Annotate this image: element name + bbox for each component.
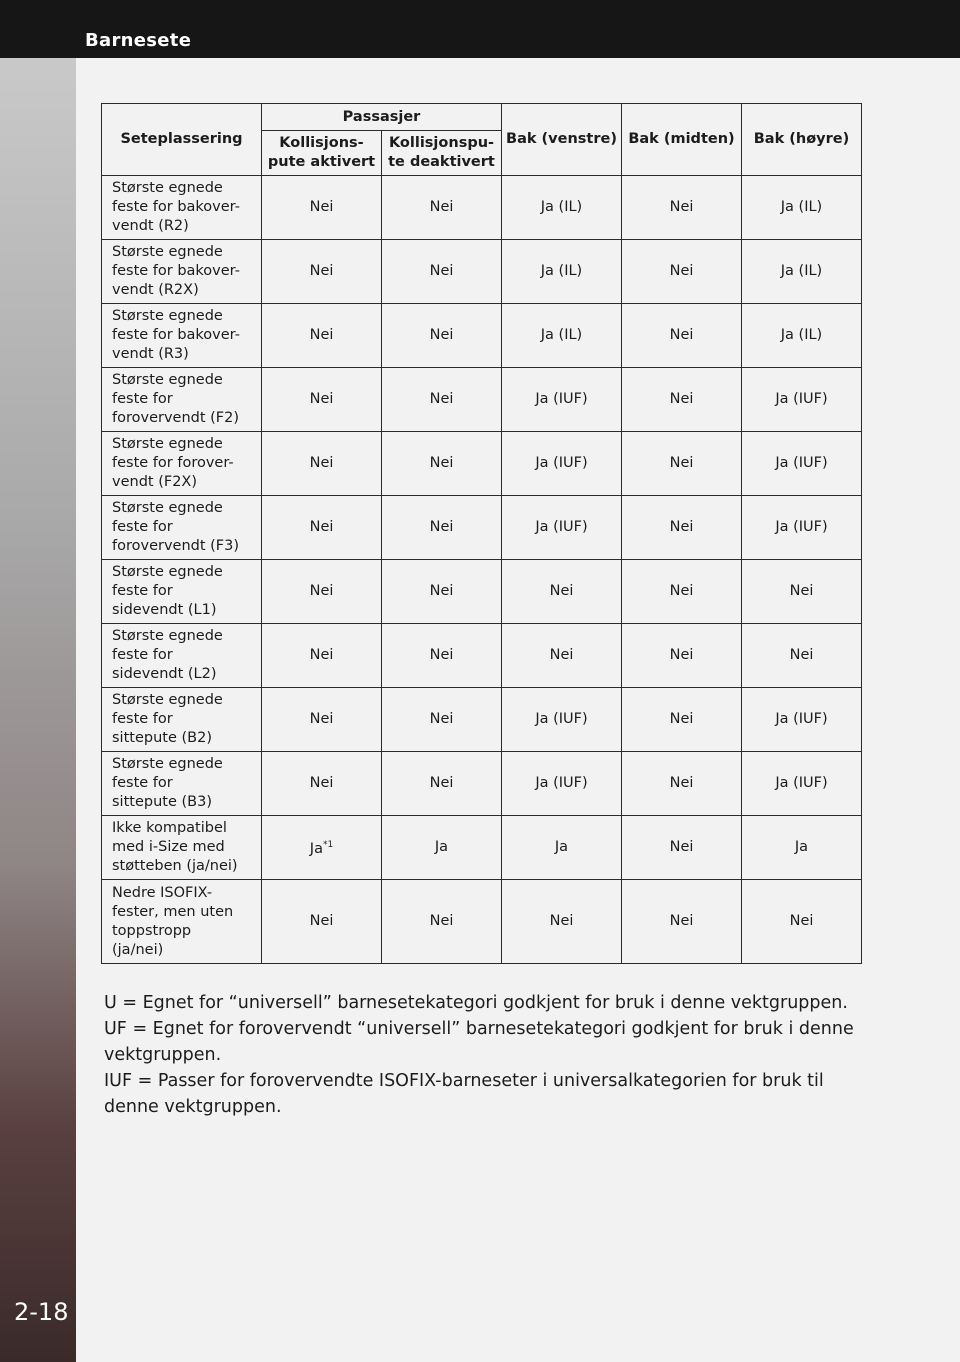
cell-value: Ja (IUF) (775, 775, 828, 791)
table-row (102, 560, 862, 624)
cell-value: Nei (429, 263, 454, 279)
table-cell (502, 560, 622, 624)
row-label: Største egnede feste for sittepute (B2) (102, 688, 262, 752)
cell-value: Ja (309, 841, 323, 857)
footnote-uf: UF = Egnet for forovervendt “universell” barnesetekategori godkjent for bruk i denne vektgruppen. (104, 1019, 854, 1065)
table-cell (262, 496, 382, 560)
table-cell (742, 688, 862, 752)
cell-value: Ja (IUF) (775, 391, 828, 407)
table-cell (382, 240, 502, 304)
table-cell (622, 688, 742, 752)
table-row (102, 432, 862, 496)
row-label: Største egnede feste for bakover- vendt (R2) (102, 176, 262, 240)
cell-value: Nei (429, 711, 454, 727)
footnote-marker: *1 (322, 840, 334, 850)
cell-value: Ja (554, 839, 569, 855)
table-cell (502, 240, 622, 304)
cell-value: Ja (794, 839, 809, 855)
table-cell (502, 432, 622, 496)
table-cell (502, 624, 622, 688)
cell-value: Ja (IUF) (775, 455, 828, 471)
cell-value: Nei (669, 263, 694, 279)
row-label: Største egnede feste for sidevendt (L1) (102, 560, 262, 624)
cell-value: Ja (IUF) (535, 711, 588, 727)
table-cell (382, 752, 502, 816)
table-row (102, 240, 862, 304)
cell-value: Ja (IL) (780, 263, 823, 279)
cell-value: Nei (669, 519, 694, 535)
cell-value: Ja (IL) (540, 327, 583, 343)
table-cell (382, 624, 502, 688)
table-cell (622, 368, 742, 432)
footnote-u: U = Egnet for “universell” barnesetekategori godkjent for bruk i denne vektgruppen. (104, 993, 848, 1013)
cell-value: Nei (669, 647, 694, 663)
table-cell (502, 816, 622, 880)
table-cell (502, 688, 622, 752)
table-cell (382, 432, 502, 496)
footnote-iuf: IUF = Passer for forovervendte ISOFIX-barneseter i universalkategorien for bruk til denne vektgruppen. (104, 1071, 824, 1117)
table-cell (262, 816, 382, 880)
table-cell (262, 688, 382, 752)
cell-value: Nei (549, 583, 574, 599)
row-label: Største egnede feste for sittepute (B3) (102, 752, 262, 816)
header-bar (0, 0, 960, 58)
cell-value: Nei (789, 583, 814, 599)
cell-value: Ja (IL) (540, 263, 583, 279)
header-airbag-off: Kollisjonspu- te deaktivert (382, 131, 502, 176)
table-cell (262, 368, 382, 432)
cell-value: Ja (IUF) (775, 519, 828, 535)
header-airbag-on: Kollisjons- pute aktivert (262, 131, 382, 176)
cell-value: Ja (IL) (780, 199, 823, 215)
footnotes (104, 990, 874, 1120)
cell-value: Nei (669, 199, 694, 215)
table-body (102, 176, 862, 964)
cell-value: Nei (309, 775, 334, 791)
header-seat-position: Seteplassering (102, 104, 262, 176)
table-cell (502, 752, 622, 816)
table-cell (742, 816, 862, 880)
header-passenger: Passasjer (262, 104, 502, 131)
table-row (102, 688, 862, 752)
table-cell (622, 496, 742, 560)
table-cell (622, 176, 742, 240)
row-label: Største egnede feste for bakover- vendt (R2X) (102, 240, 262, 304)
cell-value: Ja (IL) (780, 327, 823, 343)
table-cell (262, 304, 382, 368)
table-cell (502, 176, 622, 240)
cell-value: Nei (309, 711, 334, 727)
table-cell (742, 624, 862, 688)
sidebar-band (0, 58, 76, 1362)
table-cell (622, 432, 742, 496)
cell-value: Nei (669, 913, 694, 929)
cell-value: Nei (789, 647, 814, 663)
table-cell (262, 432, 382, 496)
header-rear-middle: Bak (midten) (622, 104, 742, 176)
cell-value: Nei (429, 455, 454, 471)
table-cell (502, 880, 622, 964)
table-cell (622, 304, 742, 368)
page-number: 2-18 (14, 1298, 69, 1326)
cell-value: Nei (789, 913, 814, 929)
table-cell (382, 816, 502, 880)
table-cell (262, 240, 382, 304)
table-row (102, 624, 862, 688)
header-rear-left: Bak (venstre) (502, 104, 622, 176)
table-cell (742, 176, 862, 240)
cell-value: Nei (309, 583, 334, 599)
table-cell (382, 560, 502, 624)
row-label: Ikke kompatibel med i-Size med støtteben (ja/nei) (102, 816, 262, 880)
cell-value: Nei (429, 913, 454, 929)
cell-value: Nei (549, 913, 574, 929)
table-cell (742, 432, 862, 496)
cell-value: Nei (429, 199, 454, 215)
table-cell (382, 496, 502, 560)
cell-value: Ja (IUF) (535, 455, 588, 471)
cell-value: Nei (309, 263, 334, 279)
cell-value: Nei (429, 327, 454, 343)
table-cell (262, 624, 382, 688)
table-cell (742, 752, 862, 816)
cell-value: Ja (IUF) (535, 775, 588, 791)
table-cell (262, 176, 382, 240)
table-cell (262, 560, 382, 624)
table-cell (622, 880, 742, 964)
cell-value: Nei (309, 199, 334, 215)
cell-value: Nei (669, 839, 694, 855)
table-cell (382, 880, 502, 964)
cell-value: Nei (669, 455, 694, 471)
table-cell (742, 880, 862, 964)
table-cell (742, 240, 862, 304)
cell-value: Nei (309, 647, 334, 663)
table-row (102, 368, 862, 432)
table-cell (742, 560, 862, 624)
cell-value: Nei (309, 327, 334, 343)
table-cell (382, 368, 502, 432)
cell-value: Nei (549, 647, 574, 663)
cell-value: Ja (IUF) (775, 711, 828, 727)
table-cell (622, 560, 742, 624)
cell-value: Nei (669, 391, 694, 407)
row-label: Største egnede feste for bakover- vendt (R3) (102, 304, 262, 368)
row-label: Største egnede feste for forover- vendt (F2X) (102, 432, 262, 496)
table-cell (502, 368, 622, 432)
table-cell (622, 752, 742, 816)
cell-value: Nei (309, 455, 334, 471)
cell-value: Nei (309, 913, 334, 929)
table-cell (502, 304, 622, 368)
cell-value: Nei (429, 519, 454, 535)
table-cell (382, 304, 502, 368)
cell-value: Nei (309, 391, 334, 407)
table-cell (502, 496, 622, 560)
cell-value: Nei (429, 583, 454, 599)
row-label: Største egnede feste for forovervendt (F3) (102, 496, 262, 560)
table-row (102, 752, 862, 816)
cell-value: Nei (669, 711, 694, 727)
cell-value: Nei (429, 391, 454, 407)
table-cell (382, 688, 502, 752)
cell-value: Ja (IUF) (535, 391, 588, 407)
table-cell (742, 496, 862, 560)
table-cell (742, 368, 862, 432)
header-rear-right: Bak (høyre) (742, 104, 862, 176)
cell-value: Ja (IUF) (535, 519, 588, 535)
cell-value: Nei (669, 327, 694, 343)
seat-compatibility-table (101, 103, 862, 964)
table-cell (622, 240, 742, 304)
table-row (102, 880, 862, 964)
cell-value: Nei (309, 519, 334, 535)
row-label: Største egnede feste for forovervendt (F2) (102, 368, 262, 432)
cell-value: Nei (429, 647, 454, 663)
cell-value: Nei (429, 775, 454, 791)
table-cell (262, 880, 382, 964)
table-cell (382, 176, 502, 240)
table-row (102, 304, 862, 368)
table-row (102, 176, 862, 240)
table-cell (262, 752, 382, 816)
table-cell (622, 624, 742, 688)
table-row (102, 816, 862, 880)
table-cell (742, 304, 862, 368)
table-row (102, 496, 862, 560)
cell-value: Ja (434, 839, 449, 855)
row-label: Nedre ISOFIX- fester, men uten toppstropp (ja/nei) (102, 880, 262, 964)
row-label: Største egnede feste for sidevendt (L2) (102, 624, 262, 688)
table-cell (622, 816, 742, 880)
cell-value: Ja (IL) (540, 199, 583, 215)
cell-value: Nei (669, 775, 694, 791)
section-title: Barnesete (85, 30, 192, 51)
cell-value: Nei (669, 583, 694, 599)
